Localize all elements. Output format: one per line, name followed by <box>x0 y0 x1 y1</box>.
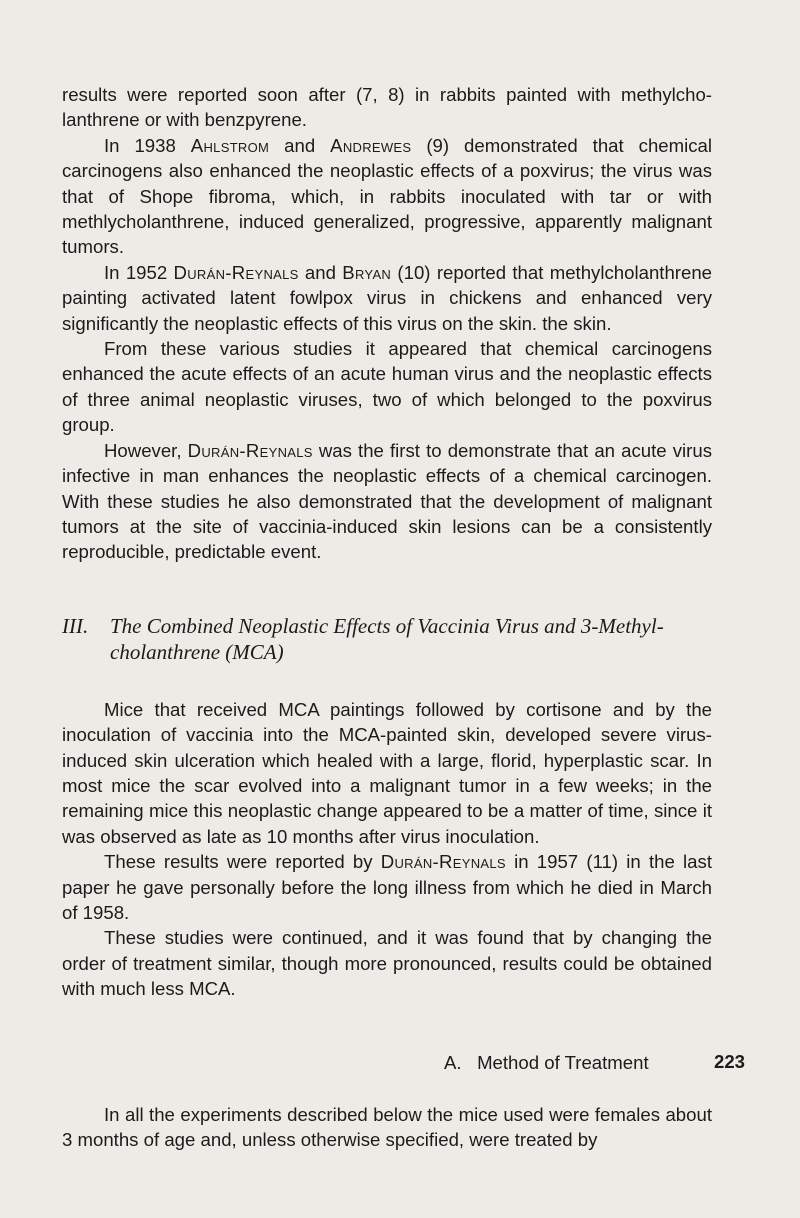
text-run: and <box>269 134 331 156</box>
author-name: Durán-Reynals <box>187 439 313 461</box>
text-run: (10) reported that methylcholanthrene painting activated latent fowlpox virus in chickens and enhanced very significantly the neoplastic effects of this virus on the skin. the skin. <box>62 261 713 334</box>
paragraph-results-reported <box>62 849 712 925</box>
text-run: (9) demonstrated that chemical carcinogens also enhanced the neoplastic effects of a poxvirus; the virus was that of Shope fibroma, which, in rabbits inoculated with tar or with methlycholanthrene, induced generalized, progressive, apparently malignant tumors. <box>62 134 713 258</box>
author-name: Bryan <box>342 261 392 283</box>
author-name: Durán-Reynals <box>380 851 506 873</box>
paragraph-duran-reynals-bryan <box>62 260 712 336</box>
section-number: III. <box>62 613 89 638</box>
text-run: However, <box>104 439 188 461</box>
subsection-heading: A. Method of Treatment <box>444 1051 649 1073</box>
text-run: In 1952 <box>104 261 174 283</box>
section-title: The Combined Neoplastic Effects of Vaccinia Virus and 3-Methylcholanthrene (MCA) <box>110 613 664 664</box>
text-run: was the first to demonstrate that an acute virus infective in man enhances the neoplastic effects of a chemical carcinogen. With these studies he also demonstrated that the development of malignant tumors at the site of vaccinia-induced skin lesions can be a consistently reproducible, predictable event. <box>62 439 712 563</box>
text-run: and <box>298 261 343 283</box>
author-name: Durán-Reynals <box>173 261 299 283</box>
paragraph-summary: From these various studies it appeared that chemical carcinogens enhanced the acute effects of an acute human virus and the neoplastic effects of three animal neoplastic viruses, two of which belonged to the poxvirus group. <box>62 338 712 436</box>
section-heading <box>62 613 712 665</box>
paragraph-duran-reynals-first <box>62 438 712 565</box>
author-name: Andrewes <box>330 134 412 156</box>
paragraph-method: In all the experiments described below the mice used were females about 3 months of age and, unless otherwise specified, were treated by <box>62 1103 712 1150</box>
paragraph-ahlstrom-andrewes <box>62 133 712 260</box>
text-run: in 1957 (11) in the last paper he gave personally before the long illness from which he died in March of 1958. <box>62 851 712 923</box>
text-run: In 1938 <box>104 134 191 156</box>
paragraph-continuation: results were reported soon after (7, 8) in rabbits painted with methylcholanthrene or with benzpyrene. <box>62 84 712 131</box>
paragraph-mca-paintings: Mice that received MCA paintings followed by cortisone and by the inoculation of vaccinia into the MCA-painted skin, developed severe virus-induced skin ulceration which healed with a large, florid, hyperplastic scar. In most mice the scar evolved into a malignant tumor in a few weeks; in the remaining mice this neoplastic change appeared to be a matter of time, since it was observed as late as 10 months after virus inoculation. <box>62 698 712 847</box>
paragraph-studies-continued: These studies were continued, and it was found that by changing the order of treatment similar, though more pronounced, results could be obtained with much less MCA. <box>62 927 712 1000</box>
page-body <box>62 82 712 1152</box>
page-number: 223 <box>714 1051 746 1072</box>
text-run: These results were reported by <box>104 851 381 873</box>
author-name: Ahlstrom <box>190 134 270 156</box>
